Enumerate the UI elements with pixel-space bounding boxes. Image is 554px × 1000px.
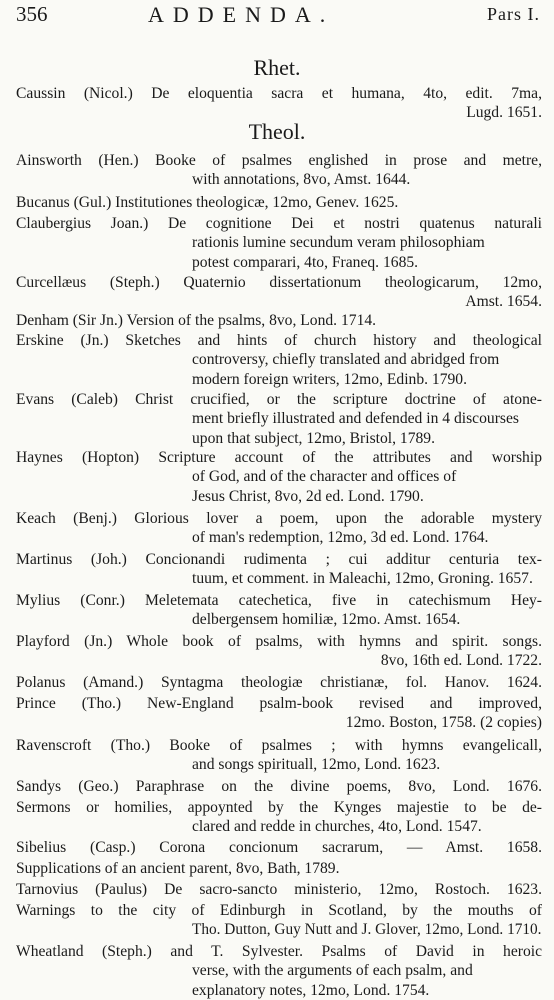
entry-line: 8vo, 16th ed. Lond. 1722. (380, 652, 542, 670)
entry-line: modern foreign writers, 12mo, Edinb. 1790. (192, 370, 468, 388)
catalogue-entry (16, 273, 542, 312)
catalogue-entry (16, 84, 542, 123)
entry-line: Erskine (Jn.) Sketches and hints of church history and theological (16, 332, 542, 349)
section-heading-rhet: Rhet. (253, 55, 301, 80)
entry-line: clared and redde in churches, 4to, Lond. 1547. (192, 818, 482, 836)
entry-line: Denham (Sir Jn.) Version of the psalms, 8vo, Lond. 1714. (16, 312, 377, 329)
catalogue-entry (16, 151, 542, 190)
catalogue-entry (16, 880, 542, 899)
entry-line: Bucanus (Gul.) Institutiones theologicæ, 12mo, Genev. 1625. (16, 194, 399, 211)
entry-line: Warnings to the city of Edinburgh in Scotland, by the mouths of (16, 902, 542, 919)
entry-line: rationis lumine secundum veram philosophiam (192, 234, 485, 252)
catalogue-entry (16, 901, 542, 940)
catalogue-entry (16, 331, 542, 389)
catalogue-entry (16, 838, 542, 857)
page-number: 356 (16, 2, 48, 26)
entry-line: Evans (Caleb) Christ crucified, or the scripture doctrine of atone- (16, 391, 542, 408)
entry-line: Polanus (Amand.) Syntagma theologiæ christianæ, fol. Hanov. 1624. (16, 674, 542, 691)
entry-line: verse, with the arguments of each psalm, and (192, 962, 473, 980)
catalogue-entry (16, 591, 542, 630)
entry-line: Sandys (Geo.) Paraphrase on the divine poems, 8vo, Lond. 1676. (16, 778, 542, 795)
entry-line: with annotations, 8vo, Amst. 1644. (192, 171, 411, 189)
catalogue-entry (16, 673, 542, 692)
entry-line: Playford (Jn.) Whole book of psalms, with hymns and spirit. songs. (16, 633, 542, 650)
catalogue-entry (16, 509, 542, 548)
entry-line: Tarnovius (Paulus) De sacro-sancto ministerio, 12mo, Rostoch. 1623. (16, 881, 542, 898)
entry-line: Wheatland (Steph.) and T. Sylvester. Psalms of David in heroic (16, 943, 542, 960)
entry-line: tuum, et comment. in Maleachi, 12mo, Groning. 1657. (192, 570, 533, 588)
catalogue-entry (16, 193, 542, 212)
entry-line: Mylius (Conr.) Meletemata catechetica, five in catechismum Hey- (16, 592, 542, 609)
catalogue-entry (16, 632, 542, 671)
entry-line: and songs spirituall, 12mo, Lond. 1623. (192, 756, 441, 774)
catalogue-entry (16, 390, 542, 448)
catalogue-entry (16, 859, 542, 878)
entry-line: Prince (Tho.) New-England psalm-book revised and improved, (16, 695, 542, 712)
catalogue-entry (16, 777, 542, 796)
entry-line: Jesus Christ, 8vo, 2d ed. Lond. 1790. (192, 487, 424, 505)
catalogue-entry (16, 694, 542, 733)
entry-line: Martinus (Joh.) Concionandi rudimenta ; cui additur centuria tex- (16, 551, 542, 568)
entry-line: Amst. 1654. (465, 293, 542, 311)
catalogue-entry (16, 448, 542, 506)
entry-line: controversy, chiefly translated and abridged from (192, 351, 500, 369)
entry-line: delbergensem homiliæ, 12mo. Amst. 1654. (192, 611, 461, 629)
entry-line: Supplications of an ancient parent, 8vo, Bath, 1789. (16, 860, 340, 877)
part-label: Pars I. (487, 4, 540, 24)
entry-line: 12mo. Boston, 1758. (2 copies) (345, 714, 542, 732)
entry-line: of God, and of the character and offices of (192, 468, 457, 486)
entry-line: Lugd. 1651. (466, 104, 542, 122)
entry-line: Caussin (Nicol.) De eloquentia sacra et humana, 4to, edit. 7ma, (16, 85, 542, 102)
entry-line: Keach (Benj.) Glorious lover a poem, upon the adorable mystery (16, 510, 542, 527)
catalogue-entry (16, 550, 542, 589)
entry-line: ment briefly illustrated and defended in 4 discourses (192, 410, 519, 428)
entry-line: potest comparari, 4to, Franeq. 1685. (192, 253, 419, 271)
entry-line: Ravenscroft (Tho.) Booke of psalmes ; with hymns evangelicall, (16, 737, 542, 754)
catalogue-entry (16, 214, 542, 272)
entry-line: upon that subject, 12mo, Bristol, 1789. (192, 429, 435, 447)
catalogue-entry (16, 942, 542, 1000)
entry-line: Ainsworth (Hen.) Booke of psalmes englished in prose and metre, (16, 152, 542, 169)
entry-line: Sibelius (Casp.) Corona concionum sacrarum, — Amst. 1658. (16, 839, 542, 856)
page-header (16, 2, 540, 32)
entry-line: of man's redemption, 12mo, 3d ed. Lond. 1764. (192, 529, 489, 547)
catalogue-entry (16, 736, 542, 775)
entry-line: explanatory notes, 12mo, Lond. 1754. (192, 981, 430, 999)
entry-line: Sermons or homilies, appoynted by the Kynges majestie to be de- (16, 799, 542, 816)
catalogue-entry (16, 311, 542, 330)
entry-line: Haynes (Hopton) Scripture account of the attributes and worship (16, 449, 542, 466)
entry-line: Tho. Dutton, Guy Nutt and J. Glover, 12mo, Lond. 1710. (192, 921, 542, 939)
entry-line: Claubergius Joan.) De cognitione Dei et nostri quatenus naturali (16, 215, 542, 232)
entry-line: Curcellæus (Steph.) Quaternio dissertationum theologicarum, 12mo, (16, 274, 542, 291)
catalogue-entry (16, 798, 542, 837)
section-heading-theol: Theol. (248, 119, 306, 144)
running-title: ADDENDA. (148, 2, 335, 27)
